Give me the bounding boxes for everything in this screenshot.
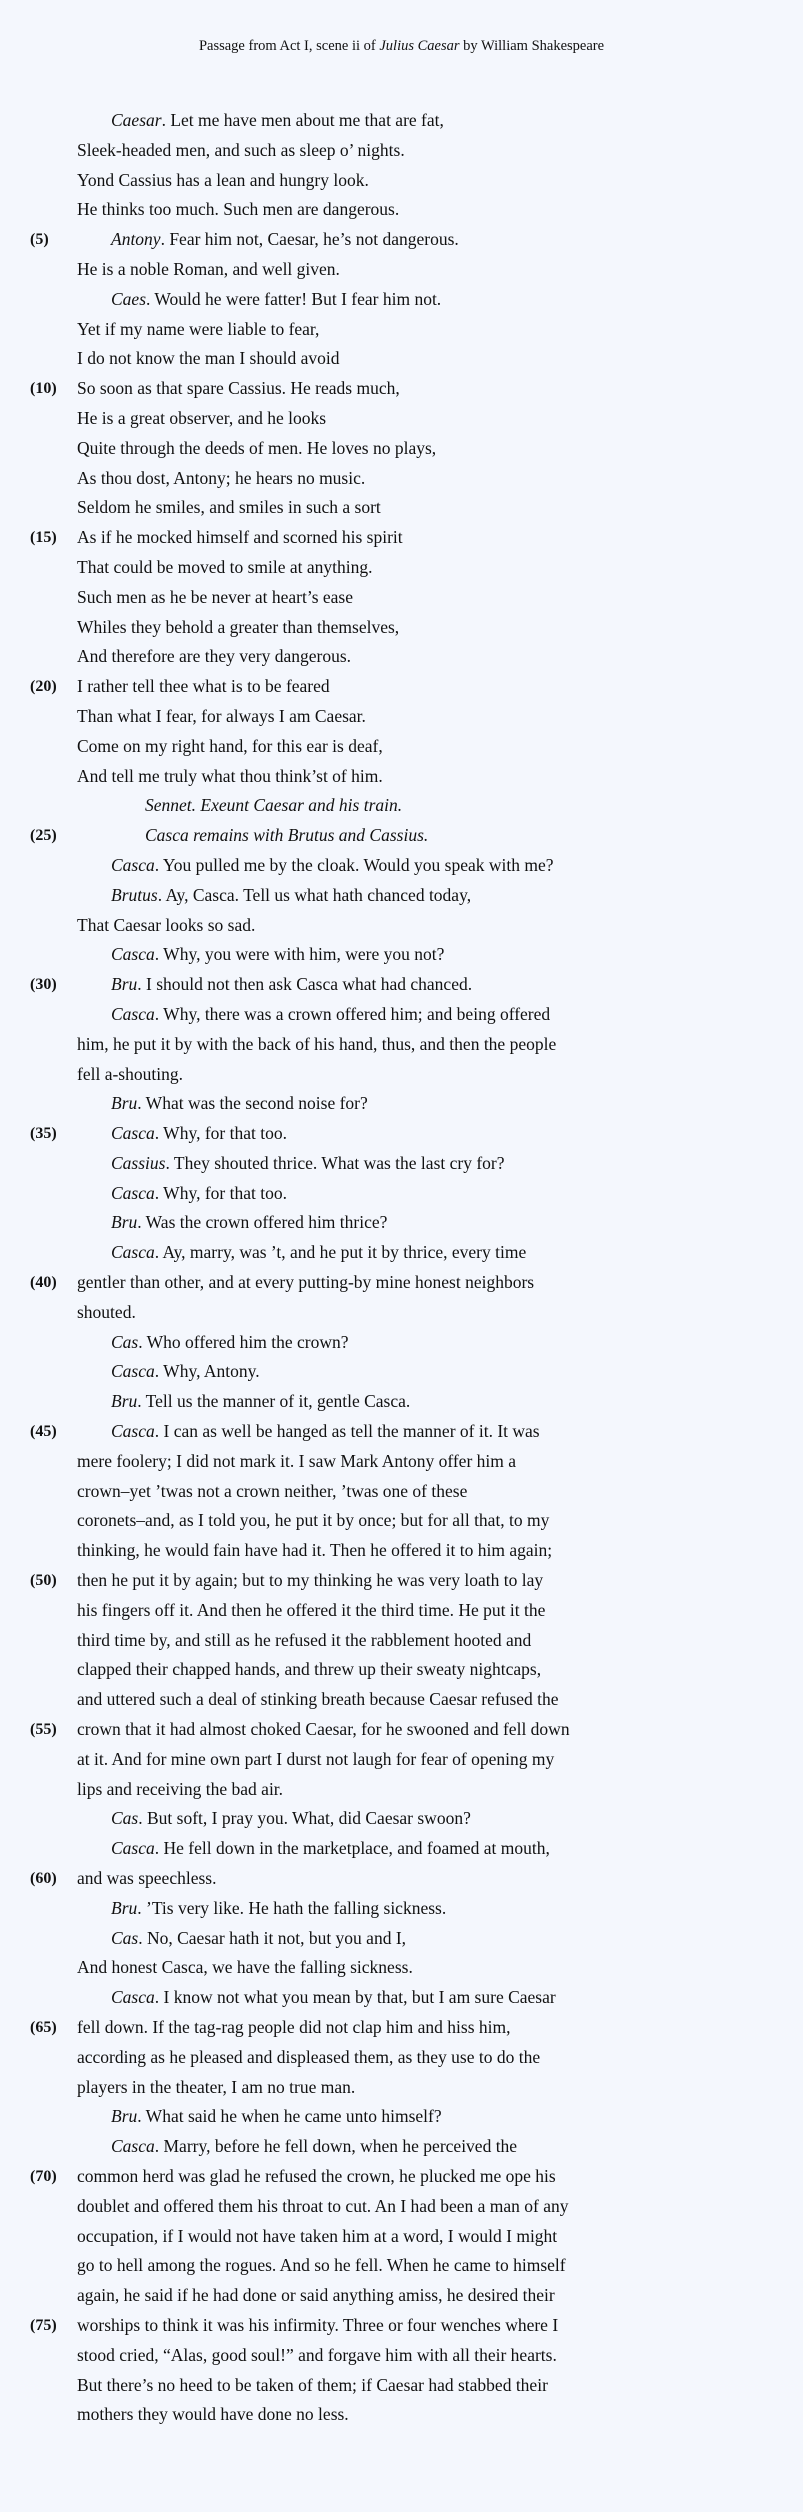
passage-line (0, 1119, 803, 1149)
passage-line (0, 940, 803, 970)
line-number: (40) (30, 1274, 57, 1292)
line-text (77, 166, 369, 196)
line-text (111, 1208, 387, 1238)
passage-line (0, 1745, 803, 1775)
passage-line (0, 1775, 803, 1805)
line-text (77, 1596, 545, 1626)
passage-line (0, 1030, 803, 1060)
dialogue-text: again, he said if he had done or said anything amiss, he desired their (77, 2285, 555, 2306)
dialogue-text: . I can as well be hanged as tell the manner of it. It was (154, 1421, 540, 1442)
line-number: (70) (30, 2167, 57, 2185)
line-text (111, 1983, 556, 2013)
dialogue-text: . I should not then ask Casca what had chanced. (137, 974, 473, 995)
line-text (77, 136, 405, 166)
dialogue-text: then he put it by again; but to my thinking he was very loath to lay (77, 1570, 544, 1591)
dialogue-text: Such men as he be never at heart’s ease (77, 586, 353, 607)
passage-line (0, 1924, 803, 1954)
line-number: (30) (30, 976, 57, 994)
passage-line (0, 732, 803, 762)
line-text (111, 970, 472, 1000)
dialogue-text: Than what I fear, for always I am Caesar. (77, 705, 366, 726)
dialogue-text: . No, Caesar hath it not, but you and I, (138, 1927, 407, 1948)
passage-line (0, 434, 803, 464)
dialogue-text: Come on my right hand, for this ear is deaf, (77, 735, 383, 756)
passage-line (0, 2102, 803, 2132)
dialogue-text: As if he mocked himself and scorned his spirit (77, 527, 403, 548)
dialogue-text: And honest Casca, we have the falling sickness. (77, 1957, 413, 1978)
speaker-name: Casca (111, 1182, 155, 1203)
dialogue-text: . ’Tis very like. He hath the falling sickness. (137, 1897, 447, 1918)
dialogue-text: clapped their chapped hands, and threw up their sweaty nightcaps, (77, 1659, 542, 1680)
passage-line (0, 1566, 803, 1596)
dialogue-text: . Why, for that too. (154, 1123, 287, 1144)
line-text (111, 1149, 505, 1179)
line-text (77, 2251, 566, 2281)
line-text (111, 1119, 287, 1149)
speaker-name: Casca (111, 2136, 155, 2157)
dialogue-text: stood cried, “Alas, good soul!” and forgave him with all their hearts. (77, 2344, 557, 2365)
line-number: (15) (30, 529, 57, 547)
dialogue-text: at it. And for mine own part I durst not laugh for fear of opening my (77, 1748, 555, 1769)
passage-line (0, 225, 803, 255)
passage-line (0, 553, 803, 583)
dialogue-text: I rather tell thee what is to be feared (77, 676, 330, 697)
speaker-name: Cas (111, 1808, 139, 1829)
line-text (77, 2341, 557, 2371)
line-text (77, 2192, 568, 2222)
line-text (77, 2311, 558, 2341)
speaker-name: Casca (111, 1987, 155, 2008)
line-text (111, 1417, 540, 1447)
dialogue-text: him, he put it by with the back of his hand, thus, and then the people (77, 1033, 557, 1054)
line-text (77, 255, 340, 285)
dialogue-text: . Why, you were with him, were you not? (154, 944, 445, 965)
passage-line (0, 2043, 803, 2073)
passage-line (0, 255, 803, 285)
passage-line (0, 672, 803, 702)
dialogue-text: Whiles they behold a greater than themselves, (77, 616, 400, 637)
passage-line (0, 344, 803, 374)
dialogue-text: shouted. (77, 1301, 136, 1322)
line-text (77, 702, 366, 732)
dialogue-text: coronets–and, as I told you, he put it by once; but for all that, to my (77, 1510, 550, 1531)
dialogue-text: . Let me have men about me that are fat, (161, 110, 444, 130)
speaker-name: Bru (111, 1212, 138, 1233)
dialogue-text: . He fell down in the marketplace, and foamed at mouth, (154, 1838, 550, 1859)
dialogue-text: But there’s no heed to be taken of them; if Caesar had stabbed their (77, 2374, 548, 2395)
line-text (145, 791, 402, 821)
dialogue-text: Sleek-headed men, and such as sleep o’ nights. (77, 139, 405, 160)
passage-line (0, 1447, 803, 1477)
line-text (111, 1238, 526, 1268)
passage-line (0, 1089, 803, 1119)
dialogue-text: . You pulled me by the cloak. Would you speak with me? (154, 854, 554, 875)
line-number: (25) (30, 827, 57, 845)
dialogue-text: fell down. If the tag-rag people did not clap him and hiss him, (77, 2017, 511, 2037)
dialogue-text: and uttered such a deal of stinking breath because Caesar refused the (77, 1689, 559, 1710)
passage-line (0, 195, 803, 225)
line-text (111, 1894, 446, 1924)
passage-line (0, 1208, 803, 1238)
dialogue-text: . I know not what you mean by that, but I am sure Caesar (154, 1987, 556, 2008)
line-number: (45) (30, 1423, 57, 1441)
speaker-name: Casca (111, 1421, 155, 1442)
title-prefix: Passage from Act I, scene ii of (198, 38, 380, 54)
line-text (77, 1775, 283, 1805)
line-text (77, 1864, 216, 1894)
line-text (111, 1328, 349, 1358)
dialogue-text: mothers they would have done no less. (77, 2404, 349, 2425)
stage-direction (0, 791, 803, 821)
line-text (77, 1745, 554, 1775)
passage-line (0, 2400, 803, 2430)
dialogue-text: crown–yet ’twas not a crown neither, ’twas one of these (77, 1480, 468, 1501)
line-text (77, 2222, 557, 2252)
line-number: (35) (30, 1125, 57, 1143)
line-text (111, 1804, 471, 1834)
passage-line (0, 1536, 803, 1566)
line-text (77, 732, 383, 762)
line-number: (10) (30, 380, 57, 398)
passage-line (0, 1238, 803, 1268)
dialogue-text: I do not know the man I should avoid (77, 348, 340, 369)
dialogue-text: . Tell us the manner of it, gentle Casca. (137, 1391, 411, 1412)
passage-line (0, 1298, 803, 1328)
line-text (77, 1477, 467, 1507)
passage-line (0, 2132, 803, 2162)
dialogue-text: And therefore are they very dangerous. (77, 646, 352, 667)
dialogue-text: go to hell among the rogues. And so he fell. When he came to himself (77, 2255, 566, 2276)
passage-line (0, 2192, 803, 2222)
speaker-name: Bru (111, 2106, 138, 2127)
passage-line (0, 2281, 803, 2311)
passage-line (0, 2073, 803, 2103)
passage-line (0, 1417, 803, 1447)
line-number: (65) (30, 2019, 57, 2036)
line-number: (60) (30, 1870, 57, 1888)
line-number: (20) (30, 678, 57, 696)
passage-line (0, 315, 803, 345)
passage-line (0, 1983, 803, 2013)
speaker-name: Brutus (111, 884, 158, 905)
passage-line (0, 1328, 803, 1358)
line-text (111, 1834, 550, 1864)
passage-line (0, 2311, 803, 2341)
dialogue-text: That could be moved to smile at anything. (77, 556, 373, 577)
speaker-name: Casca (111, 1838, 155, 1859)
dialogue-text: . Who offered him the crown? (138, 1331, 349, 1352)
line-text (77, 2013, 511, 2043)
line-text (111, 881, 471, 911)
line-text (77, 434, 436, 464)
dialogue-text: thinking, he would fain have had it. Then he offered it to him again; (77, 1540, 553, 1561)
line-text (77, 1953, 413, 1983)
speaker-name: Bru (111, 1093, 138, 1114)
speaker-name: Bru (111, 1897, 138, 1918)
line-text (77, 1685, 559, 1715)
line-text (77, 1447, 516, 1477)
speaker-name: Bru (111, 1391, 138, 1412)
speaker-name: Cassius (111, 1152, 166, 1173)
passage-line (0, 1626, 803, 1656)
passage-line (0, 1894, 803, 1924)
passage-title (0, 38, 803, 55)
line-number: (50) (30, 1572, 57, 1590)
passage-line (0, 464, 803, 494)
passage-line (0, 1506, 803, 1536)
dialogue-text: He is a great observer, and he looks (77, 407, 327, 428)
line-text (77, 195, 399, 225)
passage-line (0, 1477, 803, 1507)
line-text (111, 106, 444, 136)
dialogue-text: . What said he when he came unto himself? (137, 2106, 442, 2127)
dialogue-text: . Fear him not, Caesar, he’s not dangerous. (160, 229, 459, 250)
dialogue-text: . Ay, marry, was ’t, and he put it by thrice, every time (154, 1242, 527, 1263)
dialogue-text: . But soft, I pray you. What, did Caesar swoon? (138, 1808, 471, 1829)
dialogue-text: common herd was glad he refused the crown, he plucked me ope his (77, 2165, 556, 2186)
line-text (77, 404, 326, 434)
dialogue-text: He is a noble Roman, and well given. (77, 258, 340, 279)
dialogue-text: worships to think it was his infirmity. Three or four wenches where I (77, 2314, 559, 2335)
speaker-name: Cas (111, 1927, 139, 1948)
passage-line (0, 1060, 803, 1090)
line-text (77, 1506, 549, 1536)
passage-line (0, 613, 803, 643)
line-text (77, 1566, 543, 1596)
speaker-name: Caesar (111, 110, 162, 130)
line-text (77, 1536, 552, 1566)
passage-line (0, 106, 803, 136)
dialogue-text: gentler than other, and at every putting-by mine honest neighbors (77, 1272, 535, 1293)
line-text (77, 493, 381, 523)
speaker-name: Casca (111, 944, 155, 965)
dialogue-text: . Why, there was a crown offered him; and being offered (154, 1003, 551, 1024)
dialogue-text: his fingers off it. And then he offered it the third time. He put it the (77, 1599, 546, 1620)
play-title: Julius Caesar (379, 38, 460, 54)
passage-line (0, 285, 803, 315)
dialogue-text: . They shouted thrice. What was the last cry for? (165, 1152, 505, 1173)
dialogue-text: third time by, and still as he refused it the rabblement hooted and (77, 1629, 532, 1650)
passage-line (0, 1715, 803, 1745)
line-text (111, 2132, 517, 2162)
passage-line (0, 1804, 803, 1834)
line-text (111, 225, 459, 255)
line-text (77, 642, 351, 672)
passage-line (0, 1357, 803, 1387)
dialogue-text: crown that it had almost choked Caesar, for he swooned and fell down (77, 1719, 570, 1740)
dialogue-text: And tell me truly what thou think’st of him. (77, 765, 383, 786)
speaker-name: Cas (111, 1331, 139, 1352)
line-text (77, 762, 383, 792)
line-text (111, 1179, 287, 1209)
line-text (111, 1000, 550, 1030)
line-text (111, 2102, 442, 2132)
line-text (77, 315, 319, 345)
dialogue-text: That Caesar looks so sad. (77, 914, 256, 935)
dialogue-text: Yet if my name were liable to fear, (77, 318, 320, 339)
dialogue-text: . Was the crown offered him thrice? (137, 1212, 388, 1233)
dialogue-text: He thinks too much. Such men are dangerous. (77, 199, 400, 220)
passage-line (0, 1179, 803, 1209)
line-text (111, 851, 554, 881)
dialogue-text: Seldom he smiles, and smiles in such a sort (77, 497, 381, 518)
dialogue-text: doublet and offered them his throat to cut. An I had been a man of any (77, 2195, 569, 2216)
dialogue-text: Quite through the deeds of men. He loves no plays, (77, 437, 437, 458)
speaker-name: Bru (111, 974, 138, 995)
passage-line (0, 1685, 803, 1715)
dialogue-text: So soon as that spare Cassius. He reads much, (77, 378, 400, 399)
dialogue-text: . Marry, before he fell down, when he perceived the (154, 2136, 518, 2157)
line-text (77, 1655, 541, 1685)
dialogue-text: mere foolery; I did not mark it. I saw Mark Antony offer him a (77, 1450, 517, 1471)
passage-line (0, 702, 803, 732)
speaker-name: Casca (111, 1123, 155, 1144)
line-text (77, 1060, 183, 1090)
passage-line (0, 762, 803, 792)
passage-line (0, 136, 803, 166)
line-text (77, 2043, 540, 2073)
line-text (111, 1357, 260, 1387)
line-text (77, 1268, 534, 1298)
passage-line (0, 583, 803, 613)
passage-line (0, 1149, 803, 1179)
line-text (111, 940, 444, 970)
speaker-name: Casca (111, 1242, 155, 1263)
passage-line (0, 2162, 803, 2192)
line-text (77, 344, 339, 374)
line-number: (55) (30, 1721, 57, 1739)
dialogue-text: fell a-shouting. (77, 1063, 183, 1084)
passage-line (0, 374, 803, 404)
line-text (77, 672, 330, 702)
passage-line (0, 493, 803, 523)
passage-line (0, 881, 803, 911)
line-text (111, 1924, 406, 1954)
speaker-name: Casca (111, 1361, 155, 1382)
dialogue-text: lips and receiving the bad air. (77, 1778, 284, 1799)
dialogue-text: and was speechless. (77, 1868, 217, 1889)
dialogue-text: . What was the second noise for? (137, 1093, 368, 1114)
passage-line (0, 851, 803, 881)
passage-line (0, 2251, 803, 2281)
line-text (77, 523, 403, 553)
passage-line (0, 523, 803, 553)
passage-line (0, 1864, 803, 1894)
line-text (77, 2281, 555, 2311)
dialogue-text: . Why, Antony. (154, 1361, 260, 1382)
passage-line (0, 1000, 803, 1030)
line-text (77, 613, 399, 643)
passage-text (0, 106, 803, 2430)
line-text (77, 1298, 136, 1328)
line-text (145, 821, 428, 851)
dialogue-text: . Ay, Casca. Tell us what hath chanced today, (157, 884, 472, 905)
dialogue-text: . Why, for that too. (154, 1182, 287, 1203)
passage-line (0, 970, 803, 1000)
speaker-name: Caes (111, 288, 146, 309)
dialogue-text: . Would he were fatter! But I fear him not. (146, 288, 442, 309)
passage-line (0, 1387, 803, 1417)
line-text (77, 1715, 570, 1745)
passage-line (0, 2013, 803, 2043)
speaker-name: Casca (111, 854, 155, 875)
dialogue-text: Casca remains with Brutus and Cassius. (145, 825, 429, 846)
title-suffix: by William Shakespeare (459, 38, 605, 54)
dialogue-text: players in the theater, I am no true man. (77, 2076, 356, 2097)
line-text (77, 2371, 548, 2401)
passage-line (0, 911, 803, 941)
line-text (77, 2073, 355, 2103)
stage-direction (0, 821, 803, 851)
line-text (77, 911, 255, 941)
line-text (77, 1030, 556, 1060)
passage-line (0, 642, 803, 672)
dialogue-text: As thou dost, Antony; he hears no music. (77, 467, 366, 488)
speaker-name: Antony (111, 229, 161, 250)
line-text (111, 1089, 368, 1119)
speaker-name: Casca (111, 1003, 155, 1024)
passage-line (0, 404, 803, 434)
passage-line (0, 2222, 803, 2252)
line-text (77, 583, 353, 613)
line-text (111, 1387, 410, 1417)
passage-line (0, 166, 803, 196)
passage-line (0, 2371, 803, 2401)
line-text (77, 2400, 349, 2430)
passage-line (0, 1655, 803, 1685)
dialogue-text: occupation, if I would not have taken him at a word, I would I might (77, 2225, 558, 2246)
dialogue-text: according as he pleased and displeased them, as they use to do the (77, 2046, 541, 2067)
dialogue-text: Yond Cassius has a lean and hungry look. (77, 169, 369, 190)
passage-line (0, 1596, 803, 1626)
passage-line (0, 1953, 803, 1983)
line-text (77, 2162, 556, 2192)
passage-line (0, 2341, 803, 2371)
line-text (77, 1626, 531, 1656)
dialogue-text: Sennet. Exeunt Caesar and his train. (145, 795, 403, 816)
passage-line (0, 1268, 803, 1298)
line-text (111, 285, 441, 315)
line-text (77, 464, 365, 494)
line-text (77, 553, 373, 583)
line-text (77, 374, 400, 404)
line-number: (5) (30, 231, 49, 249)
line-number: (75) (30, 2316, 57, 2334)
passage-line (0, 1834, 803, 1864)
